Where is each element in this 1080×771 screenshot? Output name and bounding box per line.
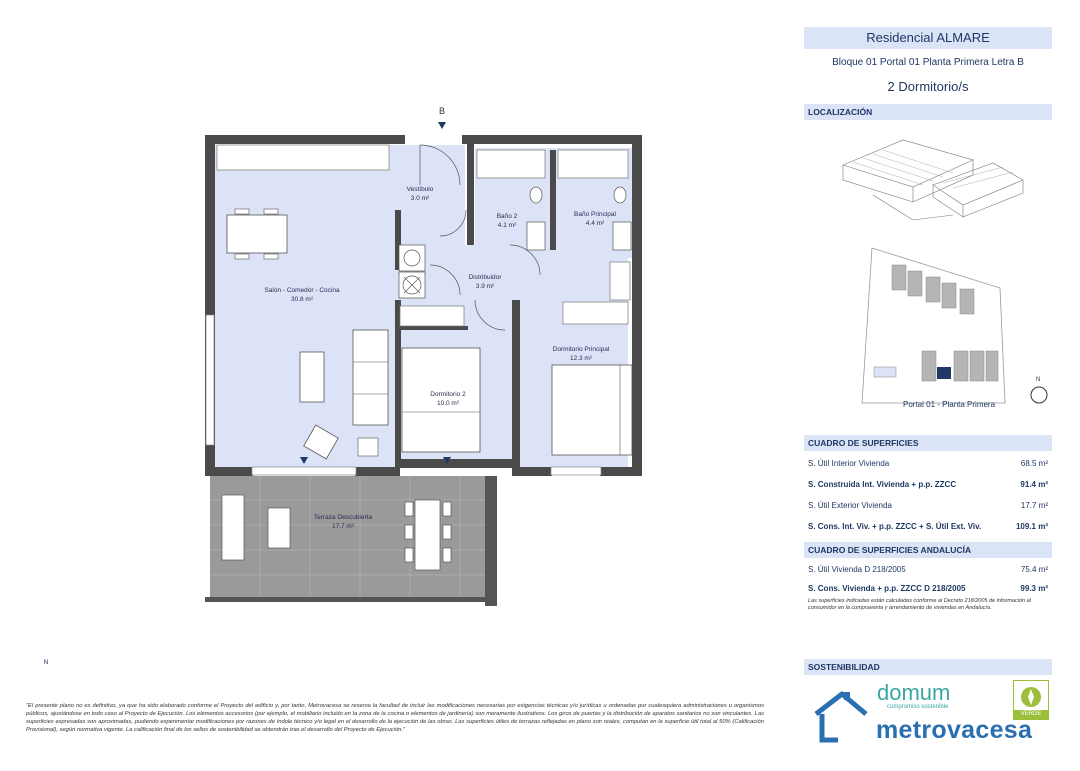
room-label-dormitorio-2: Dormitorio 2 10.0 m² bbox=[430, 391, 466, 407]
surface-row: S. Cons. Int. Viv. + p.p. ZZCC + S. Útil Ext. Viv. 109.1 m² bbox=[808, 522, 1048, 531]
room-label-distribuidor: Distribuidor 3.9 m² bbox=[468, 274, 502, 290]
location-map-label: Portal 01 - Planta Primera bbox=[903, 400, 996, 409]
room-label-dormitorio-principal: Dormitorio Principal 12.3 m² bbox=[552, 346, 610, 362]
sustainability-heading: SOSTENIBILIDAD bbox=[804, 659, 1052, 675]
surface-row: S. Construida Int. Vivienda + p.p. ZZCC 91.4 m² bbox=[808, 480, 1048, 489]
house-logo-icon bbox=[810, 688, 870, 744]
surface-row: S. Útil Vivienda D 218/2005 75.4 m² bbox=[808, 565, 1048, 574]
site-plan-map bbox=[850, 243, 1010, 413]
surfaces-heading: CUADRO DE SUPERFICIES bbox=[804, 435, 1052, 451]
surface-row: S. Útil Interior Vivienda 68.5 m² bbox=[808, 459, 1048, 468]
compass-letter-bottom: N bbox=[43, 659, 49, 666]
metrovacesa-logo: metrovacesa bbox=[876, 716, 1033, 744]
surfaces-andalucia-heading: CUADRO DE SUPERFICIES ANDALUCÍA bbox=[804, 542, 1052, 558]
compass-icon bbox=[1028, 373, 1050, 407]
room-label-terraza: Terraza Descubierta 17.7 m² bbox=[313, 514, 373, 530]
entrance-marker-arrow bbox=[438, 122, 446, 129]
verde-label: VERDE bbox=[1014, 710, 1048, 719]
surfaces-note: Las superficies indicadas están calculadas conforme al Decreto 218/2005 de información al consumidor en la compraventa y arrendamiento de viviendas en Andalucía. bbox=[808, 598, 1031, 611]
surface-row: S. Cons. Vivienda + p.p. ZZCC D 218/2005 99.3 m² bbox=[808, 584, 1048, 593]
bedrooms-label: 2 Dormitorio/s bbox=[887, 79, 969, 94]
room-label-vestibulo: Vestíbulo 3.0 m² bbox=[406, 186, 434, 202]
room-label-bano-principal: Baño Principal 4.4 m² bbox=[574, 211, 616, 227]
room-label-salon: Salón - Comedor - Cocina 30.8 m² bbox=[264, 287, 340, 303]
disclaimer-text: "El presente plano no es definitivo, ya que ha sido elaborado conforme el Proyecto del edificio y, por tanto, Metrovacesa se reserva la facultad de incluir las modificaciones necesarias por exigencias técnicas y/o jurídicas u ordenadas por cualesquiera administraciones u organismos públicos, ajustándose en todo caso al Proyecto de Ejecución. Los elementos accesorios (por ejemplo, el mobiliario incluido en la zona de la cocina o elementos de jardinería) son meramente ilustrativos. Los giros de puertas y la distribución de aparatos sanitarios no son vinculantes. Las superficies expresadas son aproximadas, pudiendo experimentar modificaciones por razones de índole técnico y/o legal en el desarrollo de la ejecución de las obras. Las superficies útiles de terrazas reflejadas en plano son reales, computan en la superficie útil total al 50% (Calificación Provisional), según normativa vigente. La calificación final de los sellos de sostenibilidad se obtendrán tras el desarrollo del Proyecto de Ejecución." bbox=[26, 703, 764, 733]
verde-badge bbox=[1013, 680, 1049, 720]
building-3d-view bbox=[833, 125, 1033, 240]
domum-tagline: compromiso sostenible bbox=[887, 704, 949, 710]
leaf-icon bbox=[1014, 683, 1048, 711]
room-label-bano-2: Baño 2 4.1 m² bbox=[496, 213, 518, 229]
location-heading: LOCALIZACIÓN bbox=[804, 104, 1052, 120]
terrace-wall bbox=[485, 476, 497, 606]
domum-logo: domum bbox=[877, 680, 951, 705]
project-title: Residencial ALMARE bbox=[866, 30, 990, 45]
unit-subtitle: Bloque 01 Portal 01 Planta Primera Letra B bbox=[832, 57, 1024, 68]
entrance-marker-letter: B bbox=[438, 106, 446, 116]
compass-letter-right: N bbox=[1036, 377, 1041, 383]
terrace-edge bbox=[205, 597, 490, 602]
surface-row: S. Útil Exterior Vivienda 17.7 m² bbox=[808, 501, 1048, 510]
